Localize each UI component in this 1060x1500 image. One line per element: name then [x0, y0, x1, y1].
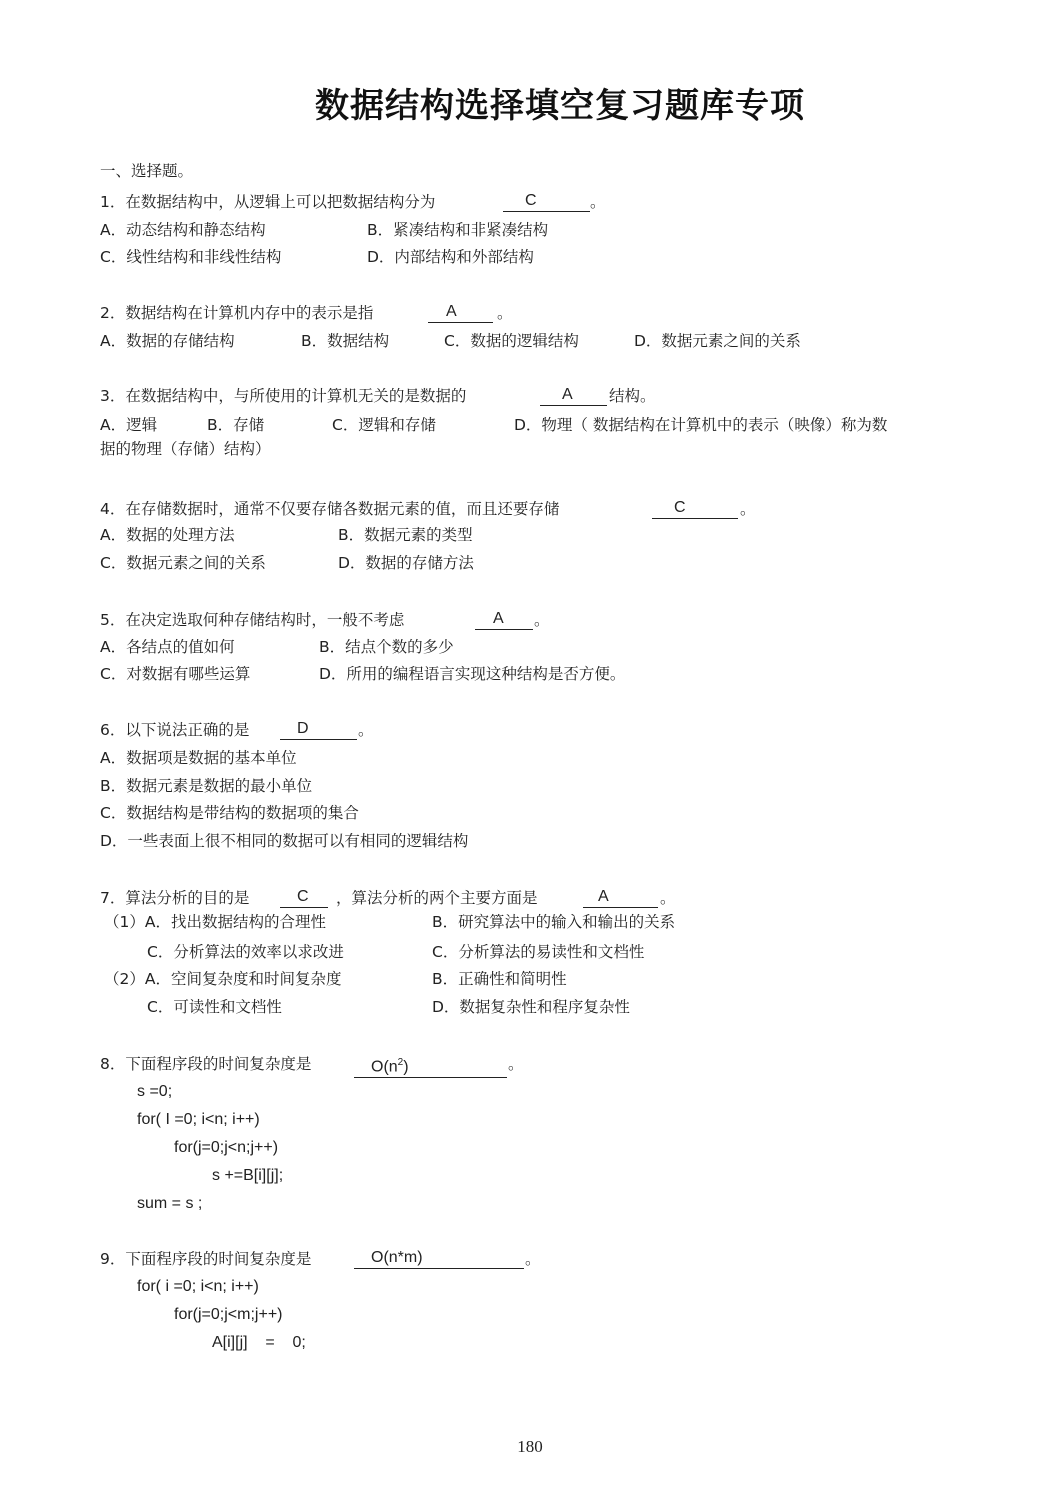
q2-end: 。: [497, 304, 513, 322]
q2-option-d: D．数据元素之间的关系: [634, 332, 801, 350]
q7-part1-option-c: C．分析算法的效率以求改进: [147, 943, 344, 961]
q9-code-line: for(j=0;j<m;j++): [174, 1306, 283, 1323]
q9-code-line: A[i][j] = 0;: [212, 1334, 306, 1351]
page-number: 180: [517, 1437, 543, 1456]
q5-option-b: B．结点个数的多少: [319, 638, 454, 656]
q7-end: 。: [660, 889, 676, 907]
q3-option-c: C．逻辑和存储: [332, 416, 436, 434]
q6-option-b: B．数据元素是数据的最小单位: [100, 777, 313, 795]
q4-stem: 4．在存储数据时，通常不仅要存储各数据元素的值，而且还要存储: [100, 500, 560, 518]
q8-stem: 8．下面程序段的时间复杂度是: [100, 1055, 312, 1073]
q4-option-d: D．数据的存储方法: [338, 554, 474, 572]
q4-end: 。: [740, 500, 756, 518]
q3-option-b: B．存储: [207, 416, 265, 434]
q7-part2-option-c: C．可读性和文档性: [147, 998, 282, 1016]
q2-answer: A: [428, 302, 493, 323]
q4-option-c: C．数据元素之间的关系: [100, 554, 266, 572]
q7-part2-option-d: D．数据复杂性和程序复杂性: [432, 998, 630, 1016]
q3-answer: A: [540, 385, 607, 406]
q3-stem: 3．在数据结构中，与所使用的计算机无关的是数据的: [100, 387, 467, 405]
q2-option-c: C．数据的逻辑结构: [444, 332, 579, 350]
document-title: 数据结构选择填空复习题库专项: [315, 86, 805, 126]
q5-option-c: C．对数据有哪些运算: [100, 665, 251, 683]
q8-answer-close: ): [403, 1058, 409, 1076]
q6-option-d: D．一些表面上很不相同的数据可以有相同的逻辑结构: [100, 832, 469, 850]
q8-code-line: s +=B[i][j];: [212, 1167, 284, 1184]
q1-option-a: A．动态结构和静态结构: [100, 221, 266, 239]
q8-answer-base: O(n: [371, 1058, 398, 1076]
q3-end: 结构。: [609, 387, 656, 405]
q7-mid: ，算法分析的两个主要方面是: [336, 889, 538, 907]
q6-stem: 6．以下说法正确的是: [100, 721, 250, 739]
q3-option-d: D．物理（ 数据结构在计算机中的表示（映像）称为数: [514, 416, 888, 434]
q6-option-a: A．数据项是数据的基本单位: [100, 749, 297, 767]
q7-part1-option-b: B．研究算法中的输入和输出的关系: [432, 913, 676, 931]
section-heading: 一、选择题。: [100, 162, 194, 180]
q5-end: 。: [534, 611, 550, 629]
q1-option-b: B．紧凑结构和非紧凑结构: [367, 221, 549, 239]
q1-end: 。: [590, 193, 606, 211]
q6-answer: D: [280, 719, 357, 740]
q7-part1-option-c2: C．分析算法的易读性和文档性: [432, 943, 645, 961]
q4-option-b: B．数据元素的类型: [338, 526, 473, 544]
q2-option-b: B．数据结构: [301, 332, 390, 350]
q1-stem: 1．在数据结构中，从逻辑上可以把数据结构分为: [100, 193, 436, 211]
q1-option-c: C．线性结构和非线性结构: [100, 248, 282, 266]
q3-option-a: A．逻辑: [100, 416, 158, 434]
q9-end: 。: [525, 1250, 541, 1268]
q5-option-d: D．所用的编程语言实现这种结构是否方便。: [319, 665, 626, 683]
q7-part1-option-a: （1）A．找出数据结构的合理性: [104, 913, 326, 931]
q8-code-line: sum = s ;: [137, 1195, 203, 1212]
q1-option-d: D．内部结构和外部结构: [367, 248, 534, 266]
q8-code-line: for( I =0; i<n; i++): [137, 1111, 260, 1128]
q1-answer: C: [503, 191, 590, 212]
q5-stem: 5．在决定选取何种存储结构时，一般不考虑: [100, 611, 405, 629]
q7-part2-option-a: （2）A．空间复杂度和时间复杂度: [104, 970, 342, 988]
q7-answer-1: C: [280, 887, 328, 908]
q2-stem: 2．数据结构在计算机内存中的表示是指: [100, 304, 374, 322]
q5-answer: A: [475, 609, 533, 630]
q8-answer: [354, 1053, 507, 1078]
q4-answer: C: [652, 498, 738, 519]
q8-answer-exponent: 2: [397, 1057, 404, 1068]
q7-stem: 7．算法分析的目的是: [100, 889, 250, 907]
q7-part2-option-b: B．正确性和简明性: [432, 970, 567, 988]
q7-answer-2: A: [583, 887, 658, 908]
q4-option-a: A．数据的处理方法: [100, 526, 235, 544]
q9-answer: O(n*m): [354, 1248, 524, 1269]
q3-option-d-continued: 据的物理（存储）结构）: [100, 440, 271, 458]
q8-code-line: s =0;: [137, 1083, 173, 1100]
q5-option-a: A．各结点的值如何: [100, 638, 235, 656]
q9-code-line: for( i =0; i<n; i++): [137, 1278, 259, 1295]
q6-end: 。: [358, 721, 374, 739]
q8-code-line: for(j=0;j<n;j++): [174, 1139, 279, 1156]
q8-end: 。: [508, 1055, 524, 1073]
q6-option-c: C．数据结构是带结构的数据项的集合: [100, 804, 359, 822]
q2-option-a: A．数据的存储结构: [100, 332, 235, 350]
q9-stem: 9．下面程序段的时间复杂度是: [100, 1250, 312, 1268]
